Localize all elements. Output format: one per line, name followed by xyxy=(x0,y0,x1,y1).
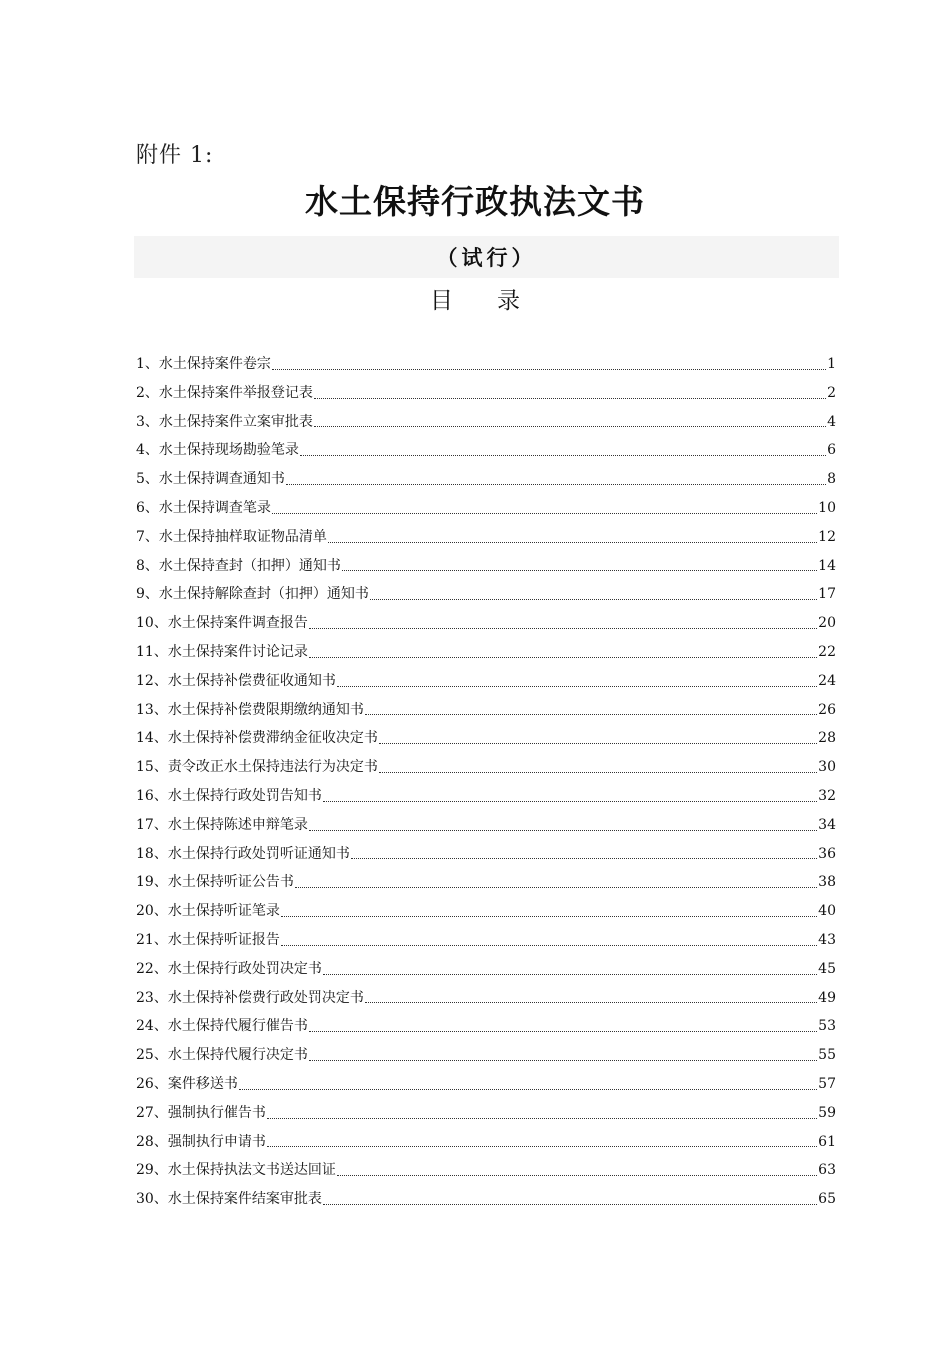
toc-item[interactable] xyxy=(136,465,836,494)
toc-item-page: 53 xyxy=(818,1018,836,1035)
toc-dot-leader xyxy=(314,398,826,399)
toc-item[interactable] xyxy=(136,638,836,667)
toc-item-page: 61 xyxy=(818,1133,836,1150)
toc-dot-leader xyxy=(365,714,817,715)
toc-dot-leader xyxy=(267,1118,817,1119)
toc-item-title: 16、水土保持行政处罚告知书 xyxy=(136,787,322,804)
toc-item-page: 65 xyxy=(818,1191,836,1208)
toc-item-page: 55 xyxy=(818,1047,836,1064)
toc-item-page: 24 xyxy=(818,672,836,689)
toc-dot-leader xyxy=(309,628,817,629)
toc-item-title: 18、水土保持行政处罚听证通知书 xyxy=(136,845,350,862)
toc-item[interactable] xyxy=(136,984,836,1013)
toc-dot-leader xyxy=(239,1089,817,1090)
toc-item-page: 38 xyxy=(818,874,836,891)
toc-item-title: 1、水土保持案件卷宗 xyxy=(136,356,271,372)
toc-item-title: 10、水土保持案件调查报告 xyxy=(136,615,308,632)
toc-item-page: 6 xyxy=(827,442,836,459)
toc-item[interactable] xyxy=(136,436,836,465)
toc-item-page: 43 xyxy=(818,931,836,948)
toc-item-title: 22、水土保持行政处罚决定书 xyxy=(136,960,322,977)
toc-item-page: 20 xyxy=(818,615,836,632)
toc-item-title: 15、责令改正水土保持违法行为决定书 xyxy=(136,759,378,776)
toc-dot-leader xyxy=(379,743,817,744)
toc-dot-leader xyxy=(286,484,826,485)
toc-heading: 目录 xyxy=(430,288,564,314)
toc-item-page: 28 xyxy=(818,730,836,747)
toc-item[interactable] xyxy=(136,609,836,638)
toc-dot-leader xyxy=(272,369,826,370)
toc-dot-leader xyxy=(379,772,817,773)
toc-item[interactable] xyxy=(136,1099,836,1128)
toc-item-page: 63 xyxy=(818,1162,836,1179)
toc-item[interactable] xyxy=(136,696,836,725)
document-title: 水土保持行政执法文书 xyxy=(305,182,645,221)
toc-dot-leader xyxy=(309,1031,817,1032)
toc-item-page: 4 xyxy=(827,413,836,430)
toc-item-page: 17 xyxy=(818,586,836,603)
toc-item[interactable] xyxy=(136,753,836,782)
toc-item[interactable] xyxy=(136,379,836,408)
toc-item-title: 27、强制执行催告书 xyxy=(136,1104,266,1121)
toc-item-title: 19、水土保持听证公告书 xyxy=(136,874,294,891)
toc-item-title: 12、水土保持补偿费征收通知书 xyxy=(136,672,336,689)
toc-item-title: 23、水土保持补偿费行政处罚决定书 xyxy=(136,989,364,1006)
toc-item[interactable] xyxy=(136,667,836,696)
toc-item-page: 32 xyxy=(818,787,836,804)
toc-item-title: 3、水土保持案件立案审批表 xyxy=(136,413,313,430)
toc-item[interactable] xyxy=(136,955,836,984)
toc-dot-leader xyxy=(267,1146,817,1147)
toc-item-title: 17、水土保持陈述申辩笔录 xyxy=(136,816,308,833)
toc-item[interactable] xyxy=(136,782,836,811)
toc-item-title: 8、水土保持查封（扣押）通知书 xyxy=(136,557,341,574)
toc-item-page: 57 xyxy=(818,1075,836,1092)
toc-dot-leader xyxy=(337,1175,817,1176)
toc-item-title: 25、水土保持代履行决定书 xyxy=(136,1047,308,1064)
toc-item-page: 2 xyxy=(827,384,836,401)
toc-item[interactable] xyxy=(136,840,836,869)
toc-item[interactable] xyxy=(136,724,836,753)
toc-item-title: 26、案件移送书 xyxy=(136,1075,238,1092)
toc-item-title: 29、水土保持执法文书送达回证 xyxy=(136,1162,336,1179)
table-of-contents xyxy=(136,350,836,1214)
toc-item-title: 7、水土保持抽样取证物品清单 xyxy=(136,528,327,545)
toc-item-page: 1 xyxy=(827,356,836,372)
toc-item[interactable] xyxy=(136,1185,836,1214)
toc-item[interactable] xyxy=(136,1070,836,1099)
toc-dot-leader xyxy=(323,801,817,802)
toc-dot-leader xyxy=(314,426,826,427)
toc-item[interactable] xyxy=(136,897,836,926)
toc-item-title: 5、水土保持调查通知书 xyxy=(136,471,285,488)
toc-item-page: 40 xyxy=(818,903,836,920)
toc-item[interactable] xyxy=(136,552,836,581)
toc-item-title: 13、水土保持补偿费限期缴纳通知书 xyxy=(136,701,364,718)
toc-dot-leader xyxy=(351,858,817,859)
toc-item[interactable] xyxy=(136,408,836,437)
toc-item-page: 59 xyxy=(818,1104,836,1121)
toc-dot-leader xyxy=(309,1060,817,1061)
toc-item-title: 30、水土保持案件结案审批表 xyxy=(136,1191,322,1208)
toc-dot-leader xyxy=(309,657,817,658)
toc-dot-leader xyxy=(281,916,817,917)
toc-item[interactable] xyxy=(136,1128,836,1157)
toc-item[interactable] xyxy=(136,350,836,379)
toc-item[interactable] xyxy=(136,580,836,609)
toc-item-title: 11、水土保持案件讨论记录 xyxy=(136,643,308,660)
toc-dot-leader xyxy=(295,887,817,888)
toc-item[interactable] xyxy=(136,868,836,897)
toc-item-page: 14 xyxy=(818,557,836,574)
toc-item-title: 6、水土保持调查笔录 xyxy=(136,499,271,516)
toc-item-page: 34 xyxy=(818,816,836,833)
toc-item-title: 24、水土保持代履行催告书 xyxy=(136,1018,308,1035)
toc-item[interactable] xyxy=(136,523,836,552)
toc-item-page: 36 xyxy=(818,845,836,862)
toc-dot-leader xyxy=(323,1204,817,1205)
toc-item-page: 12 xyxy=(818,528,836,545)
toc-item-title: 20、水土保持听证笔录 xyxy=(136,903,280,920)
toc-item[interactable] xyxy=(136,1156,836,1185)
toc-item-title: 21、水土保持听证报告 xyxy=(136,931,280,948)
toc-item[interactable] xyxy=(136,1041,836,1070)
toc-dot-leader xyxy=(328,542,817,543)
toc-dot-leader xyxy=(342,570,817,571)
toc-dot-leader xyxy=(272,513,817,514)
toc-item-page: 8 xyxy=(827,471,836,488)
toc-dot-leader xyxy=(309,830,817,831)
document-subtitle: （试行） xyxy=(436,246,537,270)
subtitle-band xyxy=(134,236,839,278)
toc-item-title: 14、水土保持补偿费滞纳金征收决定书 xyxy=(136,730,378,747)
toc-dot-leader xyxy=(370,599,817,600)
toc-item[interactable] xyxy=(136,811,836,840)
toc-item-title: 2、水土保持案件举报登记表 xyxy=(136,384,313,401)
toc-dot-leader xyxy=(300,455,826,456)
toc-item-page: 49 xyxy=(818,989,836,1006)
toc-item-title: 9、水土保持解除查封（扣押）通知书 xyxy=(136,586,369,603)
toc-item-page: 22 xyxy=(818,643,836,660)
toc-item-page: 45 xyxy=(818,960,836,977)
toc-item-title: 4、水土保持现场勘验笔录 xyxy=(136,442,299,459)
toc-item[interactable] xyxy=(136,926,836,955)
toc-dot-leader xyxy=(365,1002,817,1003)
toc-item[interactable] xyxy=(136,1012,836,1041)
toc-dot-leader xyxy=(337,686,817,687)
toc-item-title: 28、强制执行申请书 xyxy=(136,1133,266,1150)
toc-item-page: 26 xyxy=(818,701,836,718)
toc-item-page: 10 xyxy=(818,499,836,516)
toc-item-page: 30 xyxy=(818,759,836,776)
toc-item[interactable] xyxy=(136,494,836,523)
toc-dot-leader xyxy=(281,945,817,946)
toc-dot-leader xyxy=(323,974,817,975)
attachment-label: 附件 1: xyxy=(136,143,214,168)
